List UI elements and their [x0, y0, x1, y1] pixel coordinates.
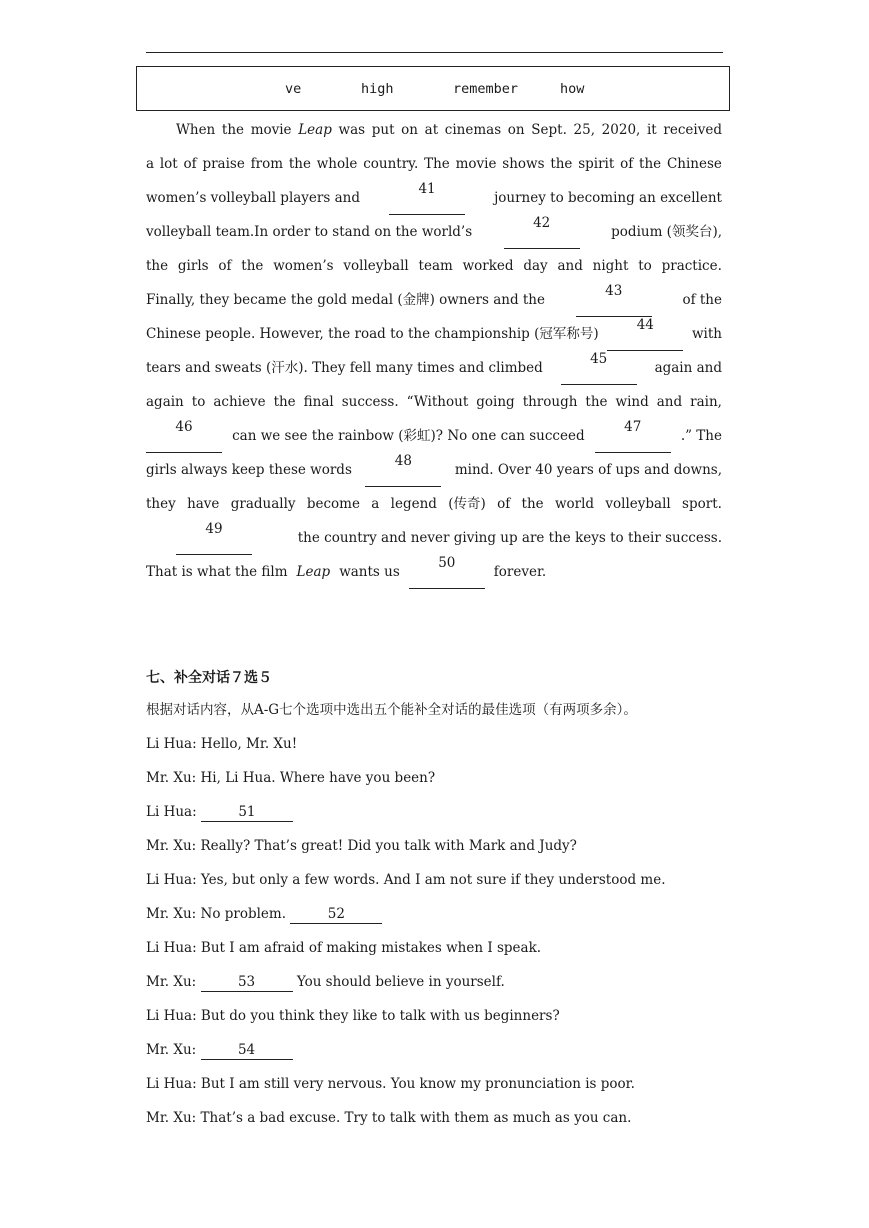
passage-line-10: 46 can we see the rainbow (彩虹)? No one can succeed 47 .” The: [146, 419, 722, 453]
dialogue-line: Li Hua: But I am afraid of making mistakes when I speak.: [146, 940, 542, 956]
dialogue-line: Li Hua: Hello, Mr. Xu!: [146, 736, 298, 752]
blank-41[interactable]: 41: [389, 181, 465, 215]
blank-53[interactable]: 53: [201, 974, 293, 992]
passage-line-7: Chinese people. However, the road to the championship (冠军称号) 44 with: [146, 317, 722, 351]
word-bank-item: remember: [453, 81, 519, 97]
dialogue-line: Li Hua: But I am still very nervous. You know my pronunciation is poor.: [146, 1076, 635, 1092]
word-bank-box: [136, 66, 730, 111]
passage-line-1: When the movie Leap was put on at cinemas on Sept. 25, 2020, it received: [146, 113, 722, 147]
blank-49[interactable]: 49: [176, 521, 252, 555]
dialogue-line: Li Hua: But do you think they like to talk with us beginners?: [146, 1008, 560, 1024]
film-title: Leap: [296, 564, 331, 580]
cloze-passage: [146, 113, 722, 589]
blank-54[interactable]: 54: [201, 1042, 293, 1060]
blank-45[interactable]: 45: [561, 351, 637, 385]
film-title: Leap: [298, 122, 332, 138]
blank-46[interactable]: 46: [146, 419, 222, 453]
blank-42[interactable]: 42: [504, 215, 580, 249]
dialogue-block: [146, 693, 722, 1135]
blank-51[interactable]: 51: [201, 804, 293, 822]
passage-line-11: girls always keep these words 48 mind. Over 40 years of ups and downs,: [146, 453, 722, 487]
dialogue-line: Mr. Xu: 53 You should believe in yourself.: [146, 974, 505, 990]
blank-50[interactable]: 50: [409, 555, 485, 589]
dialogue-line: Mr. Xu: Really? That’s great! Did you talk with Mark and Judy?: [146, 838, 577, 854]
header-rule: [146, 52, 723, 53]
blank-43[interactable]: 43: [576, 283, 652, 317]
blank-47[interactable]: 47: [595, 419, 671, 453]
section-heading: 七、补全对话７选５: [146, 670, 272, 686]
blank-52[interactable]: 52: [290, 906, 382, 924]
passage-line-5: the girls of the women’s volleyball team worked day and night to practice.: [146, 258, 722, 274]
dialogue-line: Mr. Xu: That’s a bad excuse. Try to talk with them as much as you can.: [146, 1110, 632, 1126]
passage-line-14: That is what the film Leap wants us 50 forever.: [146, 555, 722, 589]
dialogue-line: Li Hua: Yes, but only a few words. And I am not sure if they understood me.: [146, 872, 666, 888]
blank-44[interactable]: 44: [607, 317, 683, 351]
passage-line-6: Finally, they became the gold medal (金牌) owners and the 43 of the: [146, 283, 722, 317]
dialogue-line: Mr. Xu: No problem. 52: [146, 897, 722, 931]
blank-48[interactable]: 48: [365, 453, 441, 487]
dialogue-line: Mr. Xu: 54: [146, 1033, 722, 1067]
instruction-text: 根据对话内容，从A-G七个选项中选出五个能补全对话的最佳选项（有两项多余）。: [146, 702, 637, 718]
word-bank-item: ve: [285, 81, 302, 97]
dialogue-line: Mr. Xu: Hi, Li Hua. Where have you been?: [146, 770, 436, 786]
word-bank-item: high: [361, 81, 394, 97]
passage-line-8: tears and sweats (汗水). They fell many times and climbed 45 again and: [146, 351, 722, 385]
word-bank-item: how: [560, 81, 585, 97]
passage-line-2: a lot of praise from the whole country. The movie shows the spirit of the Chinese: [146, 156, 722, 172]
passage-line-12: they have gradually become a legend (传奇) of the world volleyball sport.: [146, 496, 722, 512]
passage-line-4: volleyball team.In order to stand on the world’s 42 podium (领奖台),: [146, 215, 722, 249]
dialogue-line: Li Hua: 51: [146, 795, 722, 829]
passage-line-3: women’s volleyball players and 41 journey to becoming an excellent: [146, 181, 722, 215]
passage-line-9: again to achieve the final success. “Without going through the wind and rain,: [146, 394, 722, 410]
passage-line-13: 49 the country and never giving up are the keys to their success.: [146, 521, 722, 555]
